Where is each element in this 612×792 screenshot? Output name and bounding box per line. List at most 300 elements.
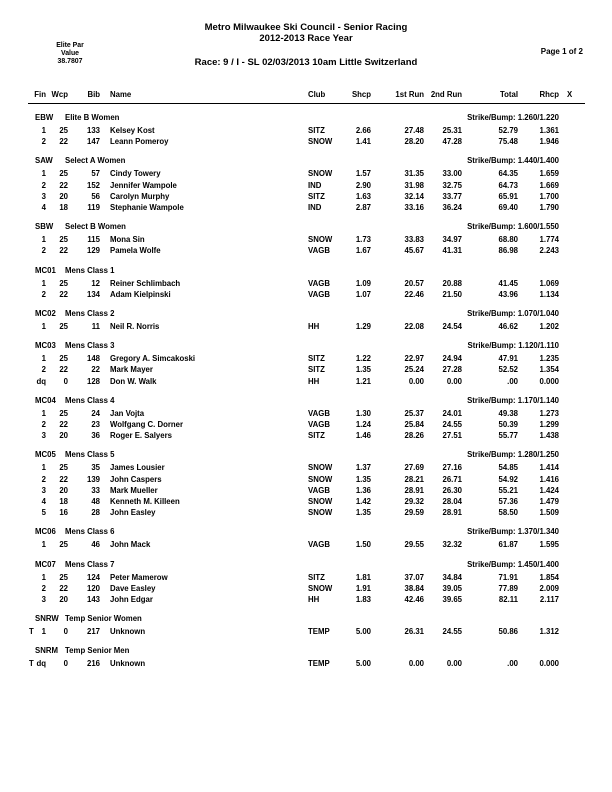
cell-total: 65.91 <box>498 191 518 201</box>
cell-x <box>559 474 585 485</box>
cell-fin: 1 <box>41 169 46 179</box>
cell-name: Jennifer Wampole <box>110 180 177 190</box>
strike-bump-value: Strike/Bump: 1.280/1.250 <box>467 450 559 460</box>
strike-bump-value: Strike/Bump: 1.370/1.340 <box>467 527 559 537</box>
cell-name: Mark Mayer <box>110 365 153 375</box>
cell-fin: 2 <box>41 420 46 430</box>
cell-run1: 42.46 <box>404 595 424 605</box>
cell-x <box>559 658 585 669</box>
result-row <box>28 572 585 583</box>
cell-wcp: 25 <box>59 235 68 245</box>
cell-shcp: 1.83 <box>355 595 371 605</box>
cell-total: 57.36 <box>498 497 518 507</box>
cell-x <box>559 496 585 507</box>
cell-club: SITZ <box>308 354 325 364</box>
group-header-row <box>28 525 585 539</box>
group-name: Mens Class 7 <box>65 559 115 569</box>
cell-shcp: 5.00 <box>355 627 371 637</box>
cell-name: Mona Sin <box>110 235 145 245</box>
cell-run2: 24.55 <box>442 420 462 430</box>
strike-bump-value: Strike/Bump: 1.120/1.110 <box>467 341 559 351</box>
cell-rhcp: 1.946 <box>539 137 559 147</box>
cell-wcp: 25 <box>59 322 68 332</box>
result-row <box>28 626 585 637</box>
cell-club: IND <box>308 180 322 190</box>
cell-name: James Lousier <box>110 463 165 473</box>
cell-bib: 139 <box>86 474 100 484</box>
result-row <box>28 191 585 202</box>
results-table <box>28 89 585 670</box>
group-name: Mens Class 3 <box>65 341 115 351</box>
cell-run2: 39.05 <box>442 583 462 593</box>
cell-run1: 0.00 <box>408 376 424 386</box>
cell-shcp: 1.09 <box>355 278 371 288</box>
cell-shcp: 1.35 <box>355 508 371 518</box>
cell-total: 82.11 <box>498 595 518 605</box>
cell-x <box>559 462 585 473</box>
group-ebw <box>28 111 585 147</box>
group-header-row <box>28 264 585 278</box>
cell-bib: 143 <box>86 595 100 605</box>
cell-club: VAGB <box>308 485 330 495</box>
cell-total: 86.98 <box>498 246 518 256</box>
cell-total: 61.87 <box>498 540 518 550</box>
group-mc01 <box>28 264 585 300</box>
cell-run2: 36.24 <box>442 203 462 213</box>
cell-rhcp: 2.117 <box>539 595 559 605</box>
cell-wcp: 20 <box>59 485 68 495</box>
cell-shcp: 1.29 <box>355 322 371 332</box>
cell-name: Kelsey Kost <box>110 126 155 135</box>
cell-bib: 128 <box>86 376 100 386</box>
cell-club: SNOW <box>308 137 333 147</box>
cell-total: .00 <box>507 659 518 669</box>
cell-rhcp: 1.414 <box>539 463 559 473</box>
cell-rhcp: 1.659 <box>539 169 559 179</box>
cell-name: Neil R. Norris <box>110 322 160 332</box>
cell-bib: 35 <box>91 463 100 473</box>
cell-shcp: 1.63 <box>355 191 371 201</box>
cell-x <box>559 278 585 289</box>
cell-run1: 27.48 <box>404 126 424 135</box>
cell-wcp: 20 <box>59 431 68 441</box>
group-code: SNRM <box>35 646 58 656</box>
cell-bib: 148 <box>86 354 100 364</box>
cell-club: SNOW <box>308 463 333 473</box>
result-row <box>28 539 585 550</box>
cell-shcp: 1.50 <box>355 540 371 550</box>
cell-club: HH <box>308 376 320 386</box>
cell-bib: 152 <box>86 180 100 190</box>
cell-wcp: 25 <box>59 354 68 364</box>
cell-shcp: 1.41 <box>355 137 371 147</box>
race-title: Race: 9 / I - SL 02/03/2013 10am Little Switzerland <box>194 57 418 68</box>
cell-wcp: 18 <box>59 497 68 507</box>
cell-rhcp: 1.509 <box>539 508 559 518</box>
cell-run1: 25.84 <box>404 420 424 430</box>
cell-fin: 4 <box>41 497 46 507</box>
cell-name: John Edgar <box>110 595 153 605</box>
cell-club: TEMP <box>308 627 330 637</box>
cell-total: 55.21 <box>498 485 518 495</box>
elite-par-value-label: Value <box>60 50 79 57</box>
cell-run1: 28.26 <box>404 431 424 441</box>
cell-total: 50.86 <box>498 627 518 637</box>
cell-club: SNOW <box>308 583 333 593</box>
cell-x <box>559 136 585 147</box>
cell-fin: 2 <box>41 583 46 593</box>
group-name: Mens Class 5 <box>65 450 115 460</box>
cell-run2: 27.16 <box>442 463 462 473</box>
cell-shcp: 1.30 <box>355 408 371 418</box>
cell-run1: 22.97 <box>404 354 424 364</box>
cell-run1: 25.37 <box>404 408 424 418</box>
cell-total: 75.48 <box>498 137 518 147</box>
cell-name: Unknown <box>110 659 146 669</box>
cell-fin: 3 <box>41 431 46 441</box>
cell-total: 58.50 <box>498 508 518 518</box>
cell-run2: 39.65 <box>442 595 462 605</box>
cell-bib: 23 <box>91 420 100 430</box>
cell-total: 41.45 <box>498 278 518 288</box>
cell-shcp: 1.57 <box>355 169 371 179</box>
strike-bump-value: Strike/Bump: 1.260/1.220 <box>467 113 559 122</box>
cell-bib: 56 <box>91 191 100 201</box>
group-name: Mens Class 6 <box>65 527 115 537</box>
cell-fin: 1 <box>41 322 46 332</box>
group-code: EBW <box>35 113 54 122</box>
cell-bib: 115 <box>87 235 100 245</box>
cell-wcp: 22 <box>59 289 68 299</box>
result-row <box>28 658 585 669</box>
cell-x <box>559 419 585 430</box>
cell-x <box>559 180 585 191</box>
cell-club: VAGB <box>308 540 330 550</box>
elite-par-label: Elite Par <box>56 42 84 49</box>
cell-rhcp: 2.009 <box>539 583 559 593</box>
cell-name: Unknown <box>110 627 146 637</box>
cell-club: SNOW <box>308 497 333 507</box>
cell-fin: 1 <box>41 278 46 288</box>
cell-total: 43.96 <box>498 289 518 299</box>
cell-run1: 38.84 <box>404 583 424 593</box>
cell-run1: 28.91 <box>404 485 424 495</box>
cell-x <box>559 191 585 202</box>
group-header-row <box>28 558 585 572</box>
cell-bib: 36 <box>91 431 100 441</box>
cell-run1: 33.83 <box>404 235 424 245</box>
cell-wcp: 22 <box>59 474 68 484</box>
cell-club: VAGB <box>308 289 330 299</box>
cell-club: IND <box>308 203 322 213</box>
cell-rhcp: 1.361 <box>539 126 559 135</box>
cell-fin: 2 <box>41 246 46 256</box>
cell-run2: 21.50 <box>442 289 462 299</box>
cell-rhcp: 0.000 <box>539 659 559 669</box>
cell-wcp: 25 <box>59 408 68 418</box>
cell-run1: 20.57 <box>404 278 424 288</box>
cell-run1: 29.55 <box>404 540 424 550</box>
cell-bib: 119 <box>87 203 100 213</box>
cell-run1: 32.14 <box>404 191 424 201</box>
cell-club: SNOW <box>308 235 333 245</box>
cell-name: John Mack <box>110 540 151 550</box>
group-header-row <box>28 612 585 626</box>
cell-wcp: 22 <box>59 137 68 147</box>
column-header-row <box>28 89 585 104</box>
cell-wcp: 0 <box>63 659 68 669</box>
group-name: Mens Class 1 <box>65 265 115 275</box>
cell-x <box>559 572 585 583</box>
cell-club: SNOW <box>308 508 333 518</box>
cell-bib: 217 <box>86 627 100 637</box>
strike-bump-value: Strike/Bump: 1.600/1.550 <box>467 222 559 232</box>
result-row <box>28 496 585 507</box>
group-name: Temp Senior Men <box>65 646 130 656</box>
col-header-1st-run: 1st Run <box>395 90 424 99</box>
strike-bump-value: Strike/Bump: 1.170/1.140 <box>467 395 559 405</box>
cell-fin: 1 <box>41 354 46 364</box>
group-header-row <box>28 154 585 168</box>
cell-wcp: 22 <box>59 365 68 375</box>
cell-run2: 33.77 <box>442 191 462 201</box>
cell-name: Roger E. Salyers <box>110 431 172 441</box>
result-row <box>28 245 585 256</box>
cell-run1: 29.32 <box>404 497 424 507</box>
cell-run2: 25.31 <box>442 126 462 135</box>
result-row <box>28 278 585 289</box>
cell-run1: 29.59 <box>404 508 424 518</box>
cell-club: HH <box>308 595 320 605</box>
cell-run2: 27.28 <box>442 365 462 375</box>
cell-wcp: 20 <box>59 595 68 605</box>
cell-shcp: 1.36 <box>355 485 371 495</box>
cell-total: 50.39 <box>498 420 518 430</box>
cell-total: 52.79 <box>498 126 518 135</box>
cell-total: 52.52 <box>498 365 518 375</box>
page-number: Page 1 of 2 <box>540 47 583 56</box>
cell-club: TEMP <box>308 659 330 669</box>
cell-fin: 1 <box>41 126 46 135</box>
cell-fin: dq <box>36 376 46 386</box>
cell-run2: 41.31 <box>442 246 462 256</box>
cell-rhcp: 1.424 <box>539 485 559 495</box>
cell-name: Kenneth M. Killeen <box>110 497 180 507</box>
result-row <box>28 234 585 245</box>
col-header-fin: Fin <box>34 90 46 99</box>
group-sbw <box>28 220 585 256</box>
result-row <box>28 125 585 136</box>
result-row <box>28 430 585 441</box>
cell-rhcp: 1.235 <box>539 354 559 364</box>
cell-run2: 24.55 <box>442 627 462 637</box>
group-header-row <box>28 448 585 462</box>
result-row <box>28 136 585 147</box>
cell-shcp: 1.67 <box>355 246 371 256</box>
cell-shcp: 1.81 <box>355 572 371 582</box>
cell-wcp: 0 <box>63 376 68 386</box>
cell-shcp: 1.22 <box>355 354 371 364</box>
cell-shcp: 1.35 <box>355 474 371 484</box>
cell-run2: 0.00 <box>446 376 462 386</box>
cell-total: .00 <box>507 376 518 386</box>
col-header-shcp: Shcp <box>351 90 371 99</box>
cell-bib: 12 <box>91 278 100 288</box>
cell-rhcp: 1.790 <box>539 203 559 213</box>
group-name: Elite B Women <box>65 113 120 122</box>
cell-total: 49.38 <box>498 408 518 418</box>
cell-run1: 22.08 <box>404 322 424 332</box>
col-header-x: X <box>567 90 573 99</box>
cell-fin: 4 <box>41 203 46 213</box>
cell-run1: 22.46 <box>404 289 424 299</box>
cell-run1: 25.24 <box>404 365 424 375</box>
cell-run1: 37.07 <box>404 572 424 582</box>
cell-wcp: 22 <box>59 583 68 593</box>
result-row <box>28 289 585 300</box>
report-header <box>0 0 612 88</box>
cell-run2: 20.88 <box>442 278 462 288</box>
result-row <box>28 594 585 605</box>
cell-shcp: 5.00 <box>355 659 371 669</box>
cell-run1: 31.35 <box>404 169 424 179</box>
cell-fin: 1 <box>41 540 46 550</box>
group-mc05 <box>28 448 585 518</box>
cell-run2: 32.32 <box>442 540 462 550</box>
group-code: SBW <box>35 222 54 232</box>
cell-x <box>559 539 585 550</box>
cell-shcp: 1.37 <box>355 463 371 473</box>
cell-run2: 26.71 <box>442 474 462 484</box>
cell-name: Dave Easley <box>110 583 156 593</box>
cell-run2: 26.30 <box>442 485 462 495</box>
cell-run1: 33.16 <box>404 203 424 213</box>
cell-shcp: 1.91 <box>355 583 371 593</box>
cell-wcp: 0 <box>63 627 68 637</box>
result-row <box>28 202 585 213</box>
col-header-2nd-run: 2nd Run <box>430 90 462 99</box>
cell-run2: 24.94 <box>442 354 462 364</box>
cell-rhcp: 1.774 <box>539 235 559 245</box>
result-row <box>28 168 585 179</box>
cell-club: SITZ <box>308 191 325 201</box>
cell-bib: 11 <box>91 322 100 332</box>
cell-rhcp: 1.299 <box>539 420 559 430</box>
cell-rhcp: 1.273 <box>539 408 559 418</box>
cell-total: 54.92 <box>498 474 518 484</box>
cell-total: 46.62 <box>498 322 518 332</box>
cell-bib: 22 <box>91 365 100 375</box>
cell-fin: 2 <box>41 180 46 190</box>
group-code: MC07 <box>35 559 56 569</box>
cell-run1: 28.21 <box>404 474 424 484</box>
cell-x <box>559 626 585 637</box>
cell-total: 69.40 <box>498 203 518 213</box>
cell-bib: 46 <box>91 540 100 550</box>
cell-shcp: 1.35 <box>355 365 371 375</box>
cell-club: VAGB <box>308 278 330 288</box>
cell-rhcp: 1.854 <box>539 572 559 582</box>
cell-wcp: 25 <box>59 278 68 288</box>
result-row <box>28 353 585 364</box>
cell-total: 47.91 <box>498 354 518 364</box>
cell-fin: 3 <box>41 191 46 201</box>
cell-club: SNOW <box>308 169 333 179</box>
cell-fin: 2 <box>41 137 46 147</box>
cell-rhcp: 1.354 <box>539 365 559 375</box>
cell-shcp: 2.90 <box>355 180 371 190</box>
cell-name: Gregory A. Simcakoski <box>110 354 196 364</box>
cell-wcp: 16 <box>59 508 68 518</box>
group-code: SNRW <box>35 614 59 624</box>
cell-rhcp: 1.700 <box>539 191 559 201</box>
cell-fin: 2 <box>41 289 46 299</box>
cell-rhcp: 1.479 <box>539 497 559 507</box>
cell-bib: 33 <box>91 485 100 495</box>
cell-rhcp: 1.134 <box>539 289 559 299</box>
cell-rhcp: 2.243 <box>539 246 559 256</box>
group-mc03 <box>28 339 585 387</box>
result-row <box>28 419 585 430</box>
cell-club: VAGB <box>308 408 330 418</box>
cell-club: SITZ <box>308 126 325 135</box>
result-row <box>28 376 585 387</box>
cell-fin: 1 T <box>29 627 46 637</box>
group-snrm <box>28 644 585 669</box>
result-row <box>28 485 585 496</box>
cell-fin: 1 <box>41 235 46 245</box>
cell-wcp: 22 <box>59 180 68 190</box>
group-code: SAW <box>35 156 53 166</box>
cell-name: Mark Mueller <box>110 485 158 495</box>
cell-bib: 120 <box>86 583 100 593</box>
result-row <box>28 583 585 594</box>
cell-run1: 28.20 <box>404 137 424 147</box>
cell-run2: 28.91 <box>442 508 462 518</box>
team-prefix: T <box>29 659 34 669</box>
result-row <box>28 507 585 518</box>
cell-total: 68.80 <box>498 235 518 245</box>
group-code: MC01 <box>35 265 56 275</box>
cell-fin: 1 <box>41 408 46 418</box>
cell-fin: 2 <box>41 474 46 484</box>
cell-shcp: 1.42 <box>355 497 371 507</box>
cell-bib: 147 <box>86 137 100 147</box>
group-mc07 <box>28 558 585 606</box>
group-mc02 <box>28 307 585 332</box>
cell-wcp: 22 <box>59 246 68 256</box>
cell-club: HH <box>308 322 320 332</box>
cell-club: SITZ <box>308 431 325 441</box>
cell-rhcp: 1.202 <box>539 322 559 332</box>
cell-shcp: 2.87 <box>355 203 371 213</box>
cell-x <box>559 245 585 256</box>
report-title: Metro Milwaukee Ski Council - Senior Racing <box>204 22 408 33</box>
cell-run2: 27.51 <box>442 431 462 441</box>
cell-fin: 2 <box>41 365 46 375</box>
cell-x <box>559 376 585 387</box>
cell-x <box>559 321 585 332</box>
cell-x <box>559 364 585 375</box>
group-name: Select B Women <box>65 222 126 232</box>
cell-rhcp: 1.595 <box>539 540 559 550</box>
col-header-total: Total <box>499 90 518 99</box>
cell-total: 64.73 <box>498 180 518 190</box>
cell-run2: 34.84 <box>442 572 462 582</box>
cell-x <box>559 168 585 179</box>
cell-run1: 45.67 <box>404 246 424 256</box>
cell-run1: 27.69 <box>404 463 424 473</box>
